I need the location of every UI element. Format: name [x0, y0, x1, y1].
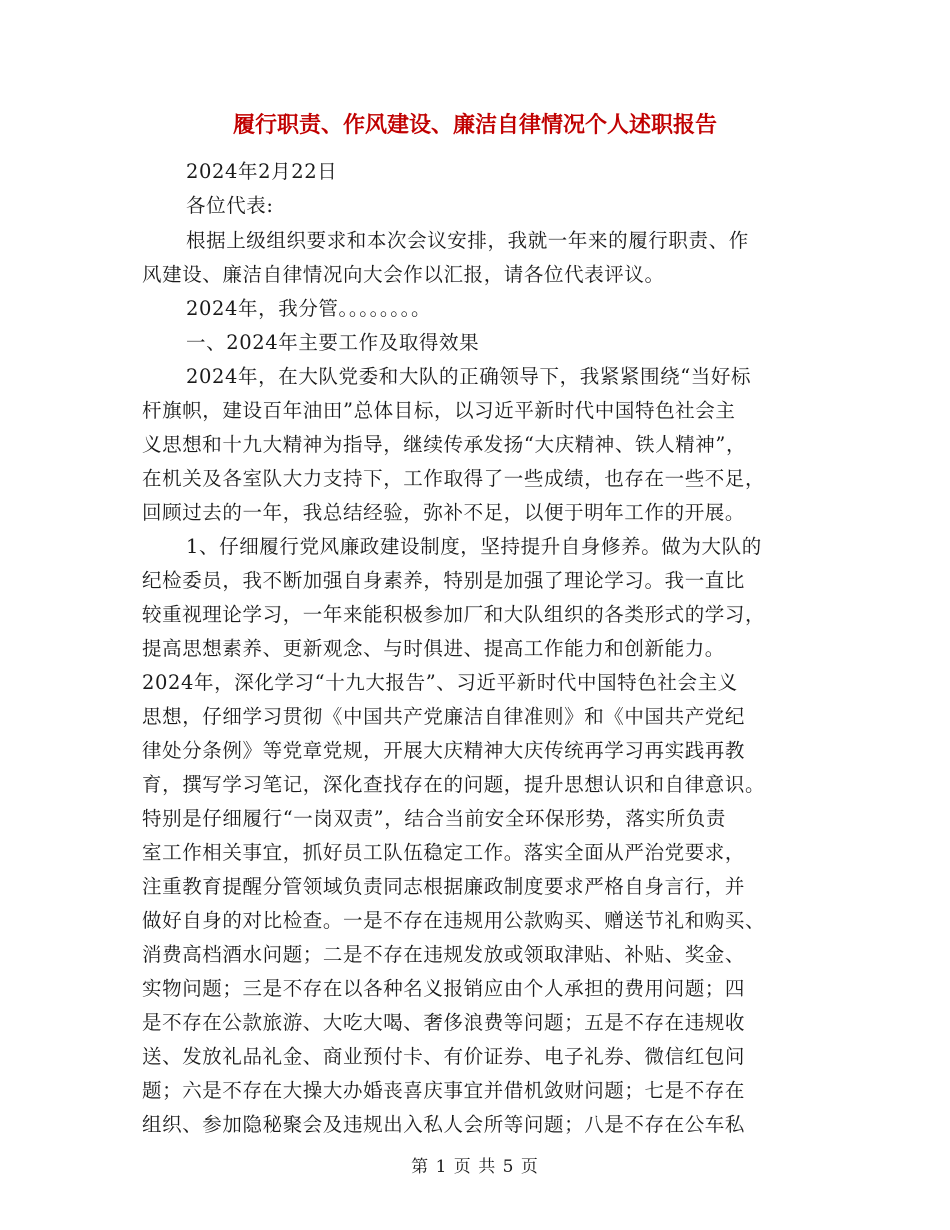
- body-line: 纪检委员，我不断加强自身素养，特别是加强了理论学习。我一直比: [142, 569, 746, 592]
- document-title: 履行职责、作风建设、廉洁自律情况个人述职报告: [232, 112, 717, 138]
- body-line: 回顾过去的一年，我总结经验，弥补不足，以便于明年工作的开展。: [142, 501, 746, 524]
- body-line: 杆旗帜，建设百年油田”总体目标，以习近平新时代中国特色社会主: [142, 399, 736, 422]
- body-line: 2024年，在大队党委和大队的正确领导下，我紧紧围绕“当好标: [186, 365, 752, 388]
- date-line: 2024年2月22日: [186, 160, 338, 183]
- body-line: 育，撰写学习笔记，深化查找存在的问题，提升思想认识和自律意识。: [142, 773, 766, 796]
- body-line: 2024年，深化学习“十九大报告”、习近平新时代中国特色社会主义: [142, 671, 738, 694]
- body-line: 义思想和十九大精神为指导，继续传承发扬“大庆精神、铁人精神”，: [142, 433, 747, 456]
- body-line: 室工作相关事宜，抓好员工队伍稳定工作。落实全面从严治党要求，: [142, 841, 746, 864]
- body-line: 根据上级组织要求和本次会议安排，我就一年来的履行职责、作: [186, 229, 749, 252]
- body-line: 是不存在公款旅游、大吃大喝、奢侈浪费等问题；五是不存在违规收: [142, 1011, 746, 1034]
- body-line: 题；六是不存在大操大办婚丧喜庆事宜并借机敛财问题；七是不存在: [142, 1079, 746, 1102]
- page-footer: 第 1 页 共 5 页: [411, 1157, 539, 1177]
- body-line: 风建设、廉洁自律情况向大会作以汇报，请各位代表评议。: [142, 263, 665, 286]
- body-line: 特别是仔细履行“一岗双责”，结合当前安全环保形势，落实所负责: [142, 807, 726, 830]
- body-line: 思想，仔细学习贯彻《中国共产党廉洁自律准则》和《中国共产党纪: [142, 705, 746, 728]
- salutation-line: 各位代表:: [186, 194, 274, 217]
- body-line: 组织、参加隐秘聚会及违规出入私人会所等问题；八是不存在公车私: [142, 1113, 746, 1136]
- body-line: 提高思想素养、更新观念、与时俱进、提高工作能力和创新能力。: [142, 637, 725, 660]
- body-line: 1、仔细履行党风廉政建设制度，坚持提升自身修养。做为大队的: [186, 535, 762, 558]
- body-line: 送、发放礼品礼金、商业预付卡、有价证券、电子礼券、微信红包问: [142, 1045, 746, 1068]
- section-heading: 一、2024年主要工作及取得效果: [186, 331, 480, 354]
- body-line: 律处分条例》等党章党规，开展大庆精神大庆传统再学习再实践再教: [142, 739, 746, 762]
- body-line: 在机关及各室队大力支持下，工作取得了一些成绩，也存在一些不足，: [142, 467, 766, 490]
- body-line: 消费高档酒水问题；二是不存在违规发放或领取津贴、补贴、奖金、: [142, 943, 746, 966]
- body-line: 做好自身的对比检查。一是不存在违规用公款购买、赠送节礼和购买、: [142, 909, 766, 932]
- body-line: 注重教育提醒分管领域负责同志根据廉政制度要求严格自身言行，并: [142, 875, 746, 898]
- body-line: 2024年，我分管。。。。。。。。: [186, 297, 432, 320]
- body-line: 实物问题；三是不存在以各种名义报销应由个人承担的费用问题；四: [142, 977, 746, 1000]
- body-line: 较重视理论学习，一年来能积极参加厂和大队组织的各类形式的学习，: [142, 603, 766, 626]
